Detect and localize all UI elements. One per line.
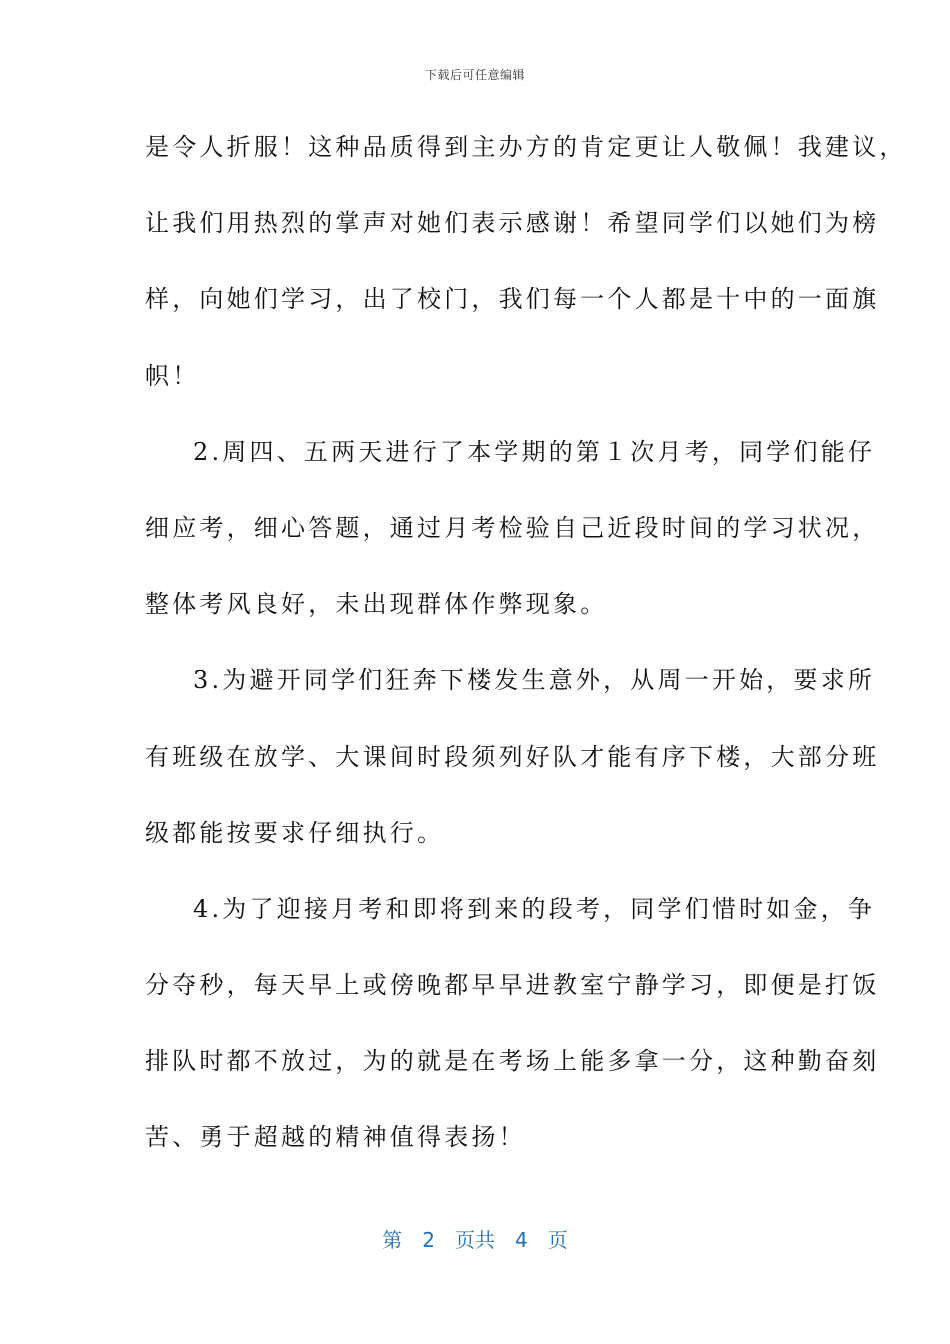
paragraph-line: 样，向她们学习，出了校门，我们每一个人都是十中的一面旗 [145,285,880,314]
paragraph-line: 细应考，细心答题，通过月考检验自己近段时间的学习状况， [145,513,880,542]
footer-label-end: 页 [547,1228,568,1252]
paragraph-line: 4.为了迎接月考和即将到来的段考，同学们惜时如金，争 [193,894,876,923]
paragraph-line: 分夺秒，每天早上或傍晚都早早进教室宁静学习，即便是打饭 [145,971,880,1000]
paragraph-line: 有班级在放学、大课间时段须列好队才能有序下楼，大部分班 [145,742,880,771]
document-body [145,124,907,1191]
footer-label-page: 第 [382,1228,403,1252]
paragraph-line: 级都能按要求仔细执行。 [145,818,445,847]
page-number-footer [0,1224,950,1253]
footer-label-of: 页共 [455,1228,495,1252]
paragraph-line: 3.为避开同学们狂奔下楼发生意外，从周一开始，要求所 [193,666,876,695]
paragraph-line: 让我们用热烈的掌声对她们表示感谢！希望同学们以她们为榜 [145,209,880,238]
paragraph-line: 2.周四、五两天进行了本学期的第１次月考，同学们能仔 [193,437,876,466]
paragraph-line: 帜！ [145,361,200,390]
paragraph-line: 排队时都不放过，为的就是在考场上能多拿一分，这种勤奋刻 [145,1047,880,1076]
page-header-note: 下载后可任意编辑 [424,68,525,82]
paragraph-line: 苦、勇于超越的精神值得表扬！ [145,1123,526,1152]
paragraph-line: 是令人折服！这种品质得到主办方的肯定更让人敬佩！我建议， [145,133,907,161]
footer-total-pages: 4 [515,1228,528,1252]
footer-current-page: 2 [422,1228,435,1252]
paragraph-line: 整体考风良好，未出现群体作弊现象。 [145,590,608,619]
